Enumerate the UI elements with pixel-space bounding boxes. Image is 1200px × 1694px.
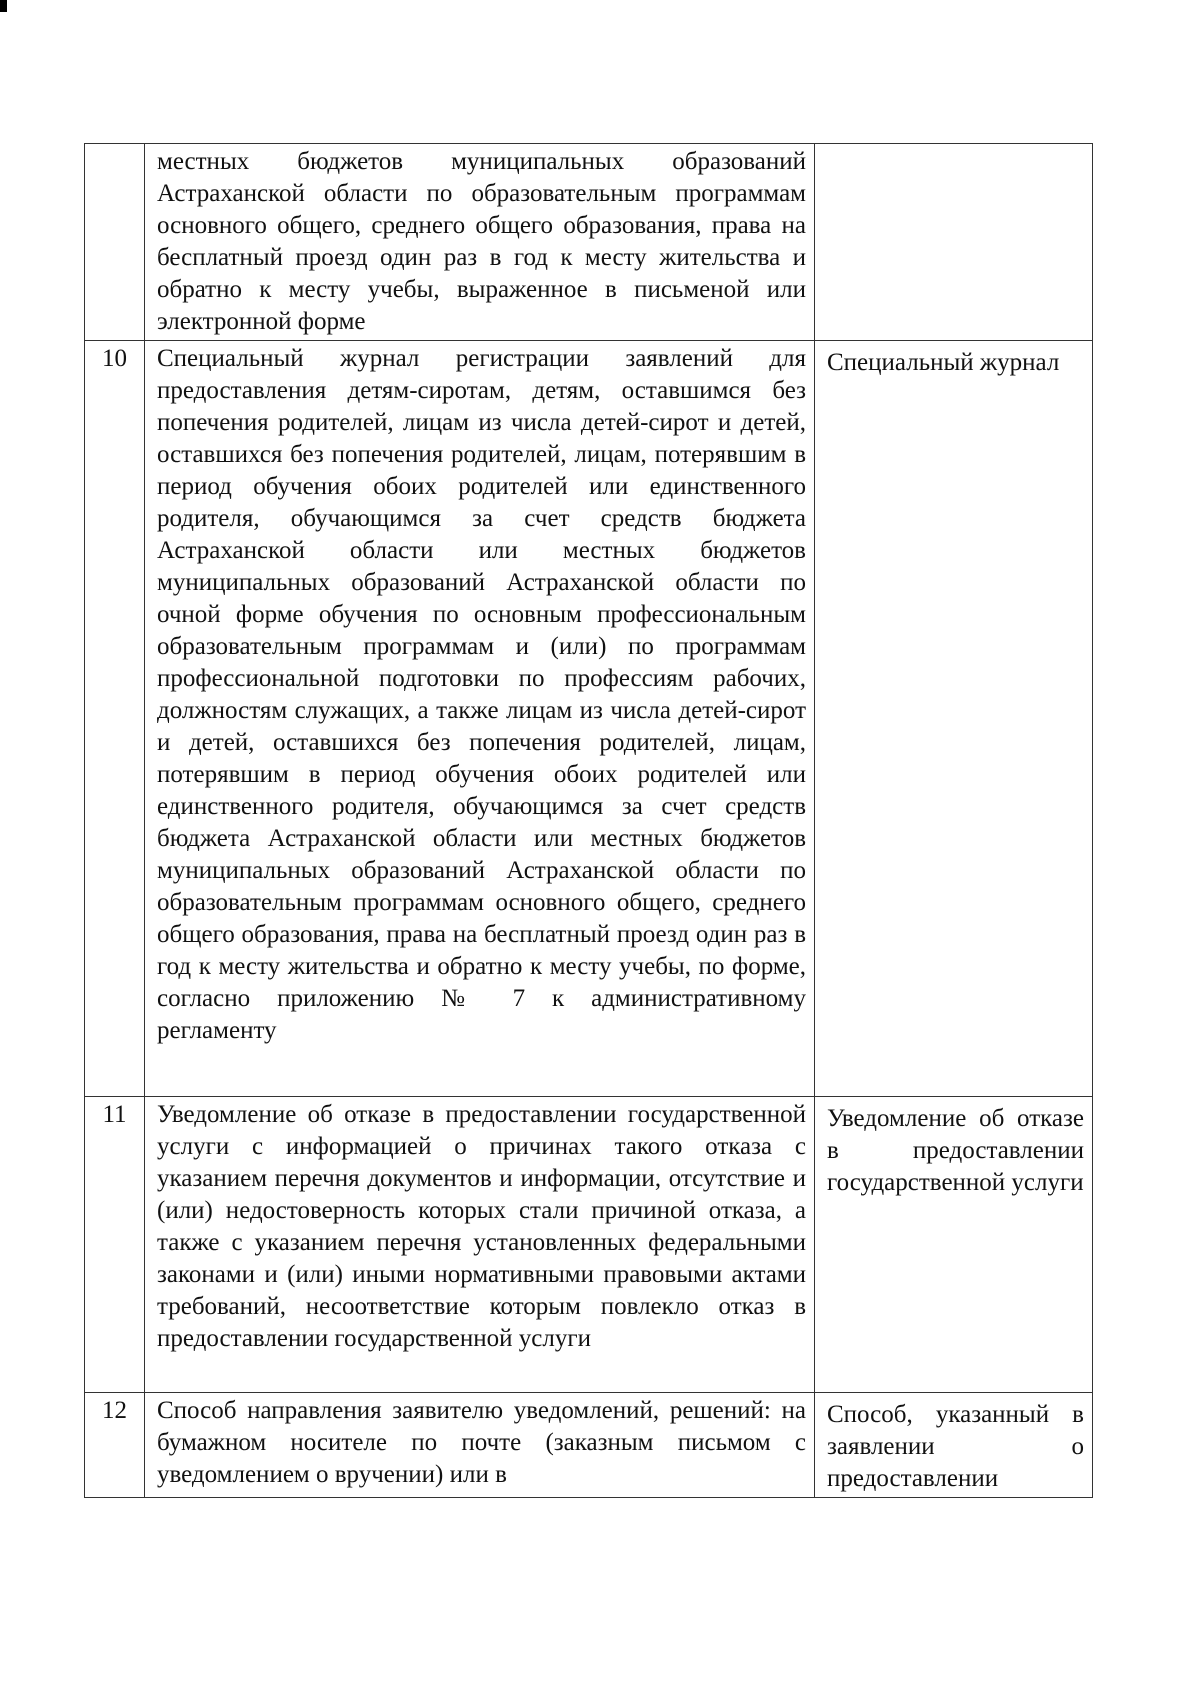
table-row [85,144,1093,341]
row-result-form [815,144,1093,341]
table-row [85,341,1093,1097]
services-table [84,143,1093,1498]
row-result-form: Специальный журнал [815,341,1093,1097]
row-number [85,144,145,341]
scan-corner-mark [0,0,7,12]
table-row [85,1393,1093,1498]
row-result-form: Уведомление об отказе в предоставлении государственной услуги [815,1097,1093,1393]
row-description: Способ направления заявителю уведомлений, решений: на бумажном носителе по почте (заказным письмом с уведомлением о вручении) или в [145,1393,815,1498]
row-description: Специальный журнал регистрации заявлений для предоставления детям-сиротам, детям, оставшимся без попечения родителей, лицам из числа детей-сирот и детей, оставшихся без попечения родителей, лицам, потерявшим в период обучения обоих родителей или единственного родителя, обучающимся за счет средств бюджета Астраханской области или местных бюджетов муниципальных образований Астраханской области по очной форме обучения по основным профессиональным образовательным программам и (или) по программам профессиональной подготовки по профессиям рабочих, должностям служащих, а также лицам из числа детей-сирот и детей, оставшихся без попечения родителей, лицам, потерявшим в период обучения обоих родителей или единственного родителя, обучающимся за счет средств бюджета Астраханской области или местных бюджетов муниципальных образований Астраханской области по образовательным программам основного общего, среднего общего образования, права на бесплатный проезд один раз в год к месту жительства и обратно к месту учебы, по форме, согласно приложению № 7 к административному регламенту [145,341,815,1097]
row-number: 11 [85,1097,145,1393]
row-result-form: Способ, указанный в заявлении о предоставлении [815,1393,1093,1498]
row-number: 10 [85,341,145,1097]
row-description: Уведомление об отказе в предоставлении государственной услуги с информацией о причинах такого отказа с указанием перечня документов и информации, отсутствие и (или) недостоверность которых стали причиной отказа, а также с указанием перечня установленных федеральными законами и (или) иными нормативными правовыми актами требований, несоответствие которым повлекло отказ в предоставлении государственной услуги [145,1097,815,1393]
row-number: 12 [85,1393,145,1498]
table-row [85,1097,1093,1393]
row-description: местных бюджетов муниципальных образований Астраханской области по образовательным программам основного общего, среднего общего образования, права на бесплатный проезд один раз в год к месту жительства и обратно к месту учебы, выраженное в письменой или электронной форме [145,144,815,341]
